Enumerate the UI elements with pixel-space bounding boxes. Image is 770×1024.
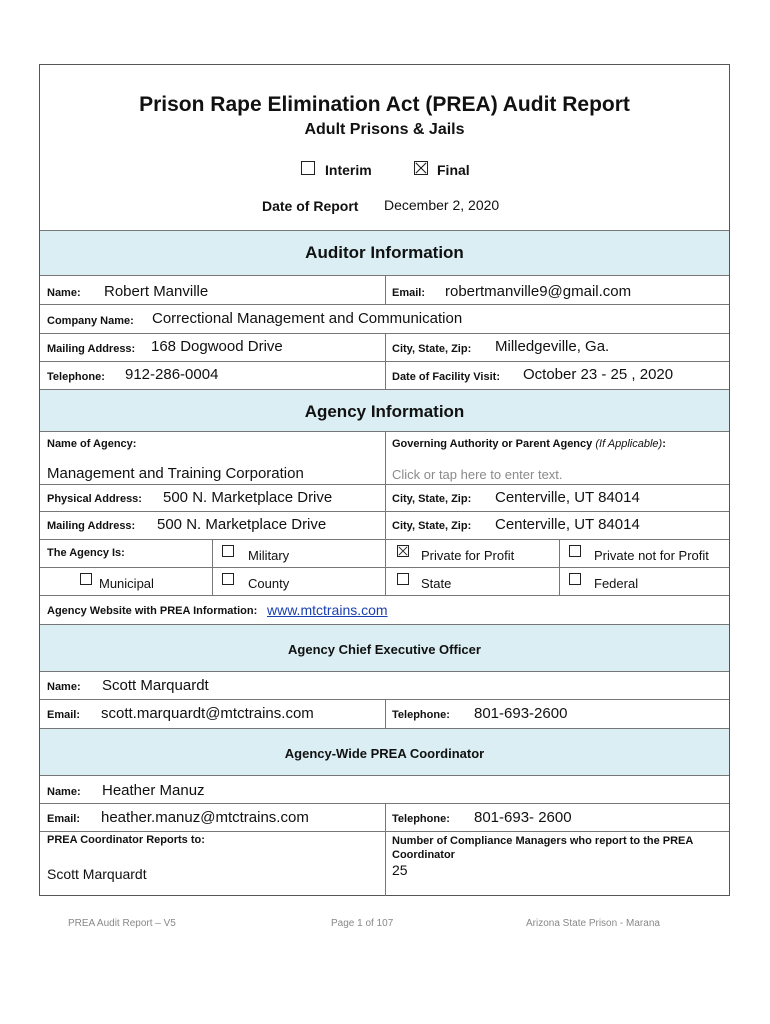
reports-to-value[interactable]: Scott Marquardt bbox=[47, 866, 147, 882]
private-not-for-profit-label: Private not for Profit bbox=[594, 548, 709, 563]
coordinator-email[interactable]: heather.manuz@mtctrains.com bbox=[101, 809, 309, 826]
physical-address[interactable]: 500 N. Marketplace Drive bbox=[163, 489, 333, 506]
agency-mailing-address[interactable]: 500 N. Marketplace Drive bbox=[157, 516, 327, 533]
compliance-managers-label: Number of Compliance Managers who report to the PREA Coordinator bbox=[392, 835, 693, 861]
coordinator-email-label: Email: bbox=[47, 813, 81, 825]
auditor-mailing-label: Mailing Address: bbox=[47, 343, 136, 355]
company-name-label: Company Name: bbox=[47, 315, 134, 327]
check-x-icon bbox=[398, 546, 408, 556]
ceo-phone[interactable]: 801-693-2600 bbox=[474, 705, 568, 722]
auditor-name-label: Name: bbox=[47, 287, 81, 299]
coordinator-phone[interactable]: 801-693- 2600 bbox=[474, 809, 572, 826]
report-title: Prison Rape Elimination Act (PREA) Audit Report bbox=[139, 93, 630, 116]
interim-checkbox[interactable] bbox=[301, 161, 315, 175]
company-name[interactable]: Correctional Management and Communication bbox=[152, 310, 463, 327]
state-label: State bbox=[421, 576, 452, 591]
federal-checkbox[interactable] bbox=[569, 573, 581, 585]
coordinator-phone-label: Telephone: bbox=[392, 813, 450, 825]
agency-is-label: The Agency Is: bbox=[47, 547, 125, 559]
physical-city-state-zip[interactable]: Centerville, UT 84014 bbox=[495, 489, 640, 506]
facility-visit-dates[interactable]: October 23 - 25 , 2020 bbox=[523, 366, 674, 383]
final-checkbox[interactable] bbox=[414, 161, 428, 175]
military-label: Military bbox=[248, 548, 290, 563]
private-not-for-profit-checkbox[interactable] bbox=[569, 545, 581, 557]
ceo-section-title: Agency Chief Executive Officer bbox=[288, 642, 481, 657]
footer-version: PREA Audit Report – V5 bbox=[68, 918, 176, 929]
auditor-section-header bbox=[40, 231, 729, 275]
auditor-phone[interactable]: 912-286-0004 bbox=[125, 366, 219, 383]
auditor-email-label: Email: bbox=[392, 287, 426, 299]
ceo-name-label: Name: bbox=[47, 681, 81, 693]
mailing-city-state-zip[interactable]: Centerville, UT 84014 bbox=[495, 516, 640, 533]
coordinator-name-label: Name: bbox=[47, 786, 81, 798]
municipal-checkbox[interactable] bbox=[80, 573, 92, 585]
facility-visit-label: Date of Facility Visit: bbox=[392, 371, 500, 383]
report-subtitle: Adult Prisons & Jails bbox=[304, 121, 465, 138]
mailing-csz-label: City, State, Zip: bbox=[392, 520, 472, 532]
agency-website-label: Agency Website with PREA Information: bbox=[47, 605, 258, 617]
coordinator-section-header bbox=[40, 729, 729, 775]
ceo-email-label: Email: bbox=[47, 709, 81, 721]
ceo-name[interactable]: Scott Marquardt bbox=[102, 677, 209, 694]
auditor-csz-label: City, State, Zip: bbox=[392, 343, 472, 355]
interim-label: Interim bbox=[325, 162, 372, 178]
auditor-phone-label: Telephone: bbox=[47, 371, 105, 383]
agency-mailing-label: Mailing Address: bbox=[47, 520, 136, 532]
agency-name[interactable]: Management and Training Corporation bbox=[47, 465, 304, 482]
county-label: County bbox=[248, 576, 290, 591]
agency-section-header bbox=[40, 390, 729, 431]
footer-facility: Arizona State Prison - Marana bbox=[526, 918, 660, 929]
check-x-icon bbox=[415, 162, 427, 174]
auditor-email[interactable]: robertmanville9@gmail.com bbox=[445, 283, 632, 300]
physical-csz-label: City, State, Zip: bbox=[392, 493, 472, 505]
military-checkbox[interactable] bbox=[222, 545, 234, 557]
governing-authority-label: Governing Authority or Parent Agency (If Applicable): bbox=[392, 438, 666, 450]
auditor-city-state-zip[interactable]: Milledgeville, Ga. bbox=[495, 338, 610, 355]
auditor-mailing-address[interactable]: 168 Dogwood Drive bbox=[151, 338, 283, 355]
private-for-profit-checkbox[interactable] bbox=[397, 545, 409, 557]
agency-section-title: Agency Information bbox=[304, 402, 465, 421]
private-for-profit-label: Private for Profit bbox=[421, 548, 515, 563]
ceo-section-header bbox=[40, 625, 729, 671]
governing-authority-input[interactable]: Click or tap here to enter text. bbox=[392, 467, 563, 482]
ceo-phone-label: Telephone: bbox=[392, 709, 450, 721]
ceo-email[interactable]: scott.marquardt@mtctrains.com bbox=[101, 705, 314, 722]
agency-name-label: Name of Agency: bbox=[47, 438, 137, 450]
date-of-report-label: Date of Report bbox=[262, 198, 359, 214]
coordinator-name[interactable]: Heather Manuz bbox=[102, 782, 205, 799]
county-checkbox[interactable] bbox=[222, 573, 234, 585]
final-label: Final bbox=[437, 162, 470, 178]
auditor-section-title: Auditor Information bbox=[305, 243, 464, 262]
reports-to-label: PREA Coordinator Reports to: bbox=[47, 834, 205, 846]
federal-label: Federal bbox=[594, 576, 639, 591]
audit-report-form bbox=[39, 64, 730, 896]
agency-website-link[interactable]: www.mtctrains.com bbox=[267, 602, 388, 618]
physical-address-label: Physical Address: bbox=[47, 493, 142, 505]
date-of-report-value: December 2, 2020 bbox=[384, 197, 500, 213]
coordinator-section-title: Agency-Wide PREA Coordinator bbox=[284, 746, 485, 761]
auditor-name[interactable]: Robert Manville bbox=[104, 283, 209, 300]
compliance-managers-count[interactable]: 25 bbox=[392, 862, 408, 878]
municipal-label: Municipal bbox=[99, 576, 154, 591]
state-checkbox[interactable] bbox=[397, 573, 409, 585]
footer-page-number: Page 1 of 107 bbox=[331, 918, 394, 929]
